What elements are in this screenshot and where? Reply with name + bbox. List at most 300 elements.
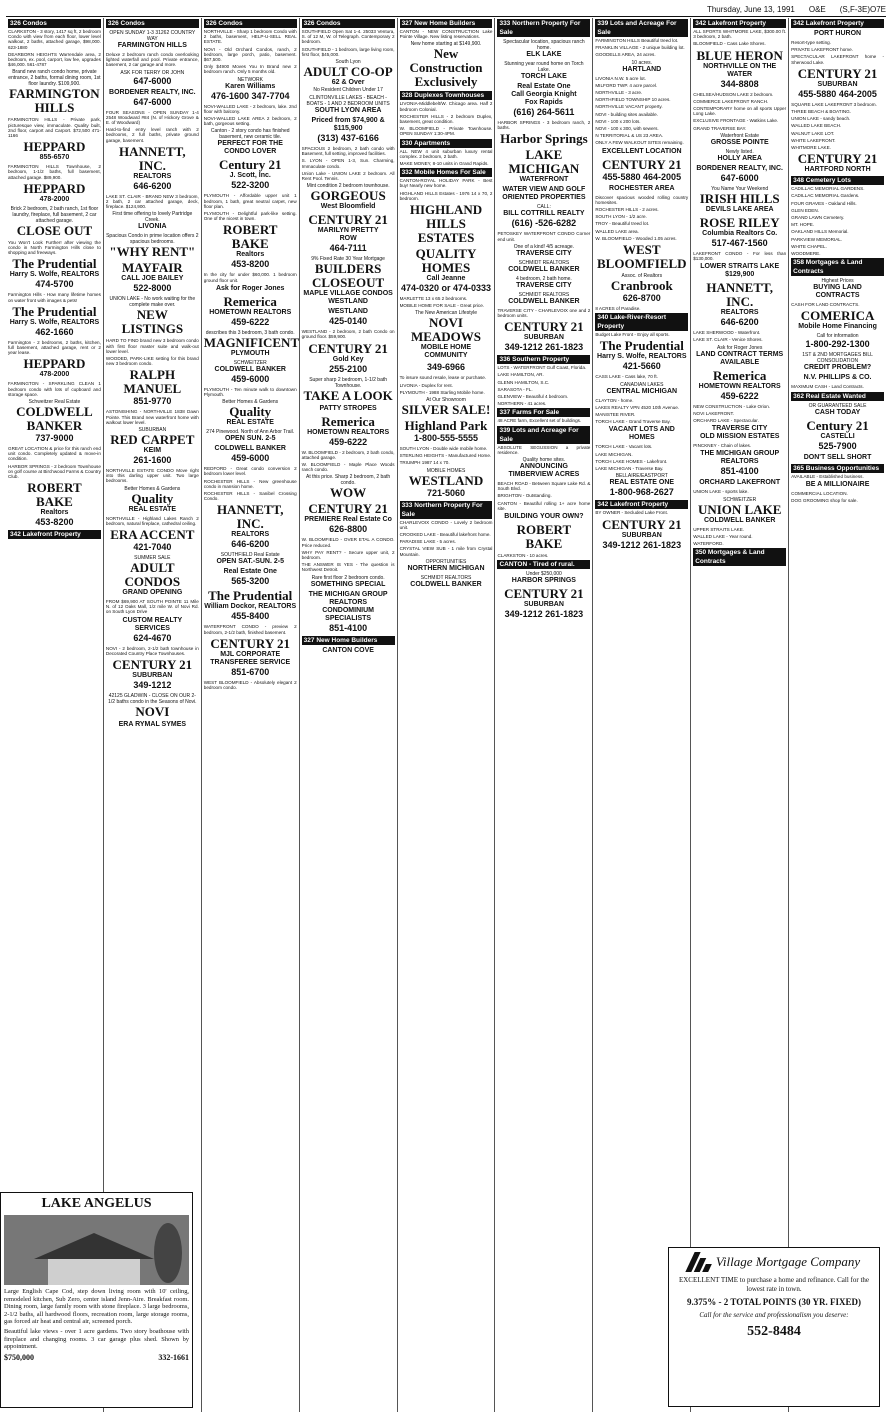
display-ad (791, 403, 884, 417)
display-ad-sm: OPPORTUNITIES (425, 558, 467, 565)
display-ad-ph: 453-8200 (35, 517, 74, 528)
display-ad-mid: MOBILE HOME COMMUNITY (420, 344, 472, 360)
display-ad-big: The Prudential (208, 588, 293, 604)
display-ad-ph: 425-0140 (329, 316, 368, 327)
display-ad-ph: 349-6966 (426, 362, 466, 373)
display-ad (497, 132, 590, 146)
classified-ad: OAKLAND HILLS Memorial. (791, 229, 849, 235)
display-ad-mid: NORTHERN MICHIGAN (407, 564, 485, 572)
classified-ad: ORCHARD LAKE - Spectacular. (693, 418, 759, 424)
display-ad-big: RALPH MANUEL (123, 367, 182, 397)
display-ad (693, 263, 786, 279)
classified-ad: NORTHVILLE ESTATE CONDO Move right into this darling upper unit. Two large bedrooms. (105, 468, 199, 484)
display-ad (8, 206, 101, 238)
display-ad-big: BLUE HERON (696, 47, 783, 63)
classified-ad: NOVI-WALLED LAKE - 2 bedroom, lake. 2nd floor with balcony. (203, 103, 297, 114)
display-ad-mid: PATTY STROPES (319, 404, 377, 412)
display-ad-ph: 349-1212 261-1823 (504, 609, 584, 620)
classified-ad: To insure sound resale, lease or purchase. (399, 375, 487, 381)
display-ad (497, 320, 590, 353)
lake-angelus-price: $750,000 (4, 1352, 34, 1362)
display-ad (204, 295, 297, 328)
display-ad-mid: Mobile Home Financing (798, 323, 877, 331)
classified-ad: WATERFRONT CONDO - preview 2 bedroom, 2-1/2 bath, finished basement. (203, 624, 297, 635)
display-ad (302, 647, 395, 655)
display-ad (595, 243, 688, 271)
display-ad-mid: CUSTOM REALTY SERVICES (122, 616, 183, 632)
display-ad-mid: BORDENER REALTY, INC. (109, 88, 196, 96)
display-ad (497, 148, 590, 184)
classified-ad: BEACH ROAD - Between Square Lake Rd. & South Blvd. (497, 481, 591, 492)
classified-ad: Union Lake - UNION LAKE 2 bedroom. All Rent Pool. Tennis. (301, 170, 395, 182)
display-ad-mid: SOMETHING SPECIAL (310, 580, 386, 588)
display-ad-big: CENTURY 21 (797, 151, 878, 167)
display-ad-mid: 478-2000 (39, 371, 70, 379)
classified-ad: UPPER STRAITS LAKE. (693, 526, 745, 532)
section-header: 326 Condos (302, 19, 395, 28)
display-ad-mid: BE A MILLIONAIRE (805, 480, 870, 488)
display-ad-big: The Prudential (599, 338, 684, 354)
display-ad (400, 575, 493, 589)
display-ad-big: WOW (330, 485, 367, 501)
display-ad-sm: Schweitzer Real Estate (28, 399, 81, 406)
display-ad-mid: KEIM (143, 447, 162, 455)
display-ad (106, 617, 199, 644)
display-ad-mid: MJL CORPORATE TRANSFEREE SERVICE (210, 650, 291, 666)
display-ad-mid: TORCH LAKE (521, 73, 567, 80)
classified-ad: MT. HOPE. (791, 222, 815, 228)
display-ad-sm: CANADIAN LAKES (620, 381, 664, 388)
classified-column (789, 18, 886, 1412)
display-ad-big: BUILDERS CLOSEOUT (311, 261, 385, 291)
display-ad-sm: Spacious Condo in prime location offers 2 spacious bedrooms. (106, 233, 199, 246)
display-ad-ph: 459-6222 (720, 390, 759, 401)
display-ad-sm: NETWORK (237, 76, 263, 83)
display-ad-mid: REALTORS (133, 172, 172, 180)
display-ad-ph: 455-5880 464-2005 (602, 171, 682, 182)
display-ad-ph: 474-0320 or 474-0333 (400, 283, 492, 294)
display-ad (791, 278, 884, 300)
display-ad (497, 39, 590, 59)
display-ad-mid: ERA RYMAL SYMES (118, 721, 187, 729)
display-ad (302, 95, 395, 115)
display-ad (106, 145, 199, 192)
display-ad-mid: WESTLAND (328, 308, 368, 316)
display-ad-sm: You Name Your Weekend (711, 185, 769, 192)
village-logo-icon (688, 1252, 710, 1272)
display-ad-sm: CALL: (536, 204, 551, 211)
display-ad (302, 183, 395, 211)
display-ad-mid: CASH TODAY (814, 408, 861, 416)
classified-ad: BRIGHTON - Outstanding. (497, 493, 552, 499)
display-ad-sm: Rare first floor 2 bedroom condo. (311, 574, 385, 581)
display-ad-sm: SUMMER SALE (134, 555, 171, 562)
display-ad (400, 419, 493, 444)
display-ad (791, 309, 884, 331)
display-ad-mid: 478-2000 (39, 195, 70, 203)
display-ad-ph: 851-4100 (720, 466, 759, 477)
display-ad (400, 310, 493, 360)
section-header: 327 New Home Builders (400, 19, 493, 28)
classified-ad: W. BLOOMFIELD - OVER ETAL A CONDO. Price reduced. (301, 537, 395, 548)
display-ad (693, 149, 786, 163)
display-ad-mid: CALL JOE BAILEY (121, 275, 184, 283)
display-ad (595, 148, 688, 156)
display-ad-sm: 1ST & 2ND MORTGAGES BILL CONSOLIDATION (802, 352, 873, 365)
display-ad-big: CENTURY 21 (308, 501, 388, 517)
display-ad (791, 152, 884, 174)
display-ad-big: ERA ACCENT (110, 527, 195, 543)
display-ad-big: WESTLAND (408, 472, 484, 488)
display-ad (497, 83, 590, 118)
display-ad-big: UNION LAKE (697, 501, 782, 517)
display-ad (106, 261, 199, 294)
display-ad (497, 244, 590, 258)
display-ad-mid: Real Estate One (223, 568, 277, 576)
display-ad-sub: TRAVERSE CITY (711, 425, 768, 433)
display-ad (106, 427, 199, 466)
display-ad (8, 399, 101, 444)
display-ad-mid: Call Georgia Knight (511, 91, 577, 98)
display-ad (497, 523, 590, 551)
display-ad-mid: TRAVERSE CITY (516, 281, 572, 289)
display-ad-mid: SUBURBAN (621, 531, 662, 539)
display-ad-mid: PORT HURON (814, 30, 862, 37)
classified-ad: PINCKNEY - Chain of lakes. (693, 443, 752, 449)
display-ad-ph: 459-6000 (231, 373, 270, 384)
display-ad (8, 357, 101, 379)
section-header: 342 Lakefront Property (8, 530, 101, 539)
classified-ad: ROCHESTER HILLS - New greenhouse condo in mansion home. (203, 478, 297, 489)
display-ad (203, 329, 300, 358)
display-ad-mid: HARTFORD NORTH (804, 166, 871, 174)
display-ad-big: Highland Park (404, 418, 488, 434)
display-ad-big: TAKE A LOOK (303, 387, 393, 403)
display-ad-sm: 9% Fixed Rate 30 Year Mortgage (311, 256, 385, 263)
classified-ad: CADILLAC MEMORIAL Gardens. (791, 193, 860, 199)
classified-ad: SQUARE LAKE LAKEFRONT 3 bedroom. (791, 101, 877, 107)
classified-ad: 8 ACRES of Paradise. (595, 306, 641, 312)
display-ad-mid: ORCHARD LAKEFRONT (699, 479, 781, 487)
display-ad (8, 305, 101, 338)
display-ad-big: ADULT CO-OP (303, 64, 393, 80)
display-ad-ph: 421-5660 (622, 361, 661, 372)
display-ad-big: Century 21 (806, 417, 869, 433)
display-ad-sm: Call for information (816, 333, 859, 340)
section-header: 358 Mortgages & Land Contracts (791, 258, 884, 276)
display-ad-ph: 455-5880 464-2005 (798, 88, 877, 99)
display-ad-mid: COLDWELL BANKER (214, 445, 286, 453)
display-ad-ph: 349-1212 (133, 680, 172, 691)
display-ad-mid: SUBURBAN (132, 672, 173, 680)
classified-ad: LIVONIA-Middlebelt/W. Chicago area. Half 2 bedroom Colonial. (399, 101, 493, 112)
display-ad-mid: CASTELLI (820, 432, 855, 440)
display-ad (204, 445, 297, 464)
classified-ad: PLYMOUTH - Ten minute walk to downtown Plymouth. (203, 386, 297, 398)
display-ad-big: SILVER SALE! (401, 402, 491, 418)
display-ad (302, 213, 395, 254)
display-ad-mid: COLDWELL BANKER (508, 297, 580, 305)
masthead-date: Thursday, June 13, 1991 (706, 5, 795, 14)
classified-ad: UNION LAKE - sandy beach. (791, 116, 851, 122)
display-ad-mid: REAL ESTATE ONE (609, 479, 675, 487)
display-ad-ph: 476-1600 347-7704 (210, 90, 290, 101)
display-ad (791, 352, 884, 372)
display-ad-sm: BELLAIRE/EASTPORT (615, 473, 668, 480)
display-ad (204, 399, 297, 427)
display-ad-ph: 647-6000 (133, 75, 172, 86)
classified-ad: WOODED, PARK-LIKE setting for this brand new 3 bedroom condo. (105, 356, 199, 367)
display-ad-sm: describes this 3 bedroom, 3 bath condo. (205, 329, 295, 336)
display-ad-ph: 522-3200 (231, 180, 270, 191)
classified-ad: HARBOR SPRINGS - 2 bedroom Townhouse on golf course at Birchwood Farms & Country Club. (8, 463, 101, 480)
classified-ad: ROCHESTER HILLS - 2 bedroom Duplex, basement, great condition. (399, 113, 493, 125)
display-ad-sm: MOBILE HOMES (426, 467, 466, 474)
classified-ad: WATERFORD. (693, 541, 724, 547)
display-ad-ph: 459-6222 (231, 316, 270, 327)
display-ad (106, 368, 199, 407)
display-ad-mid: HOMETOWN REALTORS (209, 308, 292, 316)
display-ad (106, 30, 199, 50)
classified-ad: GLEN EDEN. (791, 207, 819, 213)
display-ad (400, 559, 493, 573)
classified-ad: DEARBORN HEIGHTS Warrendale area, 2 bedroom, ex. pool, carport, low fee, upgrades $46,000. 561-4787 (8, 51, 101, 68)
section-header: 342 Lakefront Property (595, 500, 688, 509)
display-ad (400, 397, 493, 417)
display-ad-sm: Newly listed. (725, 148, 754, 155)
display-ad-mid: CENTRAL MICHIGAN (606, 387, 678, 395)
display-ad-ph: 421-7040 (133, 542, 172, 553)
section-header: 332 Mobile Homes For Sale (400, 168, 493, 177)
display-ad (8, 182, 101, 204)
display-ad-big: COMERICA (800, 308, 875, 324)
display-ad-mid: WESTLAND (328, 298, 368, 306)
display-ad-ph: 1-800-555-5555 (413, 433, 479, 444)
display-ad-sm: Brand new ranch condo home, private entrance, 2 baths, formal dining room, 1st floor laundry. $109,900. (8, 69, 101, 88)
display-ad (302, 377, 395, 403)
display-ad-ph: 1-800-968-2627 (609, 487, 674, 498)
display-ad (302, 59, 395, 93)
masthead-code: (S,F-3E)O7E (839, 5, 886, 14)
display-ad-big: CENTURY 21 (308, 340, 388, 356)
classified-ad: WHITE CHAPEL. (791, 243, 827, 249)
classified-column (691, 18, 789, 1412)
display-ad (693, 49, 786, 90)
display-ad-mid: REAL ESTATE (226, 419, 274, 427)
display-ad (302, 256, 395, 306)
display-ad-ph: 455-8400 (231, 611, 270, 622)
lake-angelus-title: LAKE ANGELUS (41, 1196, 152, 1211)
village-tagline: EXCELLENT TIME to purchase a home and refinance. Call for the lowest rate in town. (678, 1276, 870, 1293)
display-ad (400, 362, 493, 373)
display-ad-big: Exclusively (414, 74, 478, 90)
classified-ad: FOUR GRAVES - Oakland Hills. (791, 200, 857, 206)
display-ad-mid: DON'T SELL SHORT (803, 453, 872, 461)
display-ad (302, 591, 395, 634)
display-ad-big: HANNETT, INC. (119, 143, 186, 173)
display-ad-sm: OPEN SUNDAY 1-3 31262 COUNTRY WAY (109, 30, 196, 42)
display-ad-sm: Canton - 2 story condo has finished basement, new ceramic tile. (210, 128, 290, 141)
display-ad-sub: MAPLE VILLAGE CONDOS (303, 290, 393, 298)
display-ad-mid: HOMETOWN REALTORS (698, 382, 781, 390)
display-ad-mid: SUBURBAN (817, 80, 858, 88)
classified-ad: FARMINGTON - SPARKLING CLEAN 1 bedroom condo with lots of cupboard and storage space. (8, 381, 101, 397)
display-ad-big: GORGEOUS (310, 188, 386, 204)
display-ad-sub: LOWER STRAITS LAKE (700, 263, 780, 271)
display-ad-mid: Gold Key (332, 355, 364, 363)
display-ad-big: CENTURY 21 (308, 212, 388, 228)
display-ad-mid: SOUTH LYON AREA (314, 107, 382, 115)
display-ad-big: HANNETT, INC. (216, 502, 284, 532)
classified-ad: SPECTACULAR LAKEFRONT home - Sherwood Lake. (791, 54, 885, 65)
display-ad (595, 60, 688, 74)
display-ad-sm: The New American Lifestyle (415, 310, 477, 317)
display-ad-sm: OR GUARANTEED SALE (808, 402, 867, 409)
classified-ad: NOVI - 100 x 300, with sewers. (595, 126, 659, 132)
display-ad (497, 204, 590, 229)
village-service: Call for the service and professionalism you deserve: (699, 1311, 849, 1319)
display-ad-mid: REALTORS (231, 531, 270, 539)
display-ad (497, 260, 590, 274)
display-ad (400, 203, 493, 245)
classified-ad: WHITE LAKEFRONT. (791, 137, 836, 143)
classified-ad: FARMINGTON HILLS Townhouse, 2 bedroom, 1-1/2 baths, full basement, attached garage. $89,900. (8, 164, 101, 180)
classified-ad: NOVI-WALLED LAKE AREA 2 bedroom, 2 bath, gorgeous setting. (203, 116, 297, 127)
classified-ad: Resort-type setting. (791, 40, 831, 45)
display-ad-ph: 646-6200 (231, 539, 270, 550)
classified-ad: NORTHVILLE - Highland Lakes Ranch 2 bedroom, natural fireplace, cathedral ceiling. (105, 515, 199, 526)
display-ad-mid: OPEN SAT.-SUN. 2-5 (216, 558, 284, 566)
section-header: 327 New Home Builders (302, 636, 395, 645)
display-ad-big: NOVI (135, 704, 170, 720)
classified-ad: MARLETTE 13 x 65 2 bedrooms. (399, 296, 468, 302)
display-ad-mid: OLD MISSION ESTATES (699, 433, 780, 441)
display-ad-big: The Prudential (12, 256, 97, 272)
display-ad-mid: TRAVERSE CITY (516, 249, 572, 257)
display-ad-sm: Under $250,000 (525, 571, 562, 578)
village-rate: 9.375% - 2 TOTAL POINTS (30 YR. FIXED) (687, 1297, 861, 1307)
display-ad-mid: OPEN SUN. 2-5 (224, 435, 276, 443)
display-ad-big: MAYFAIR (122, 260, 183, 276)
display-ad-mid: WATERFRONT (519, 176, 569, 184)
classified-ad: HARBOR SPRINGS - 3 bedroom ranch, 2 baths. (497, 120, 591, 131)
classified-ad: LOTS - WATERFRONT Gulf Coast, Florida. (497, 365, 587, 371)
display-ad-sm: One of a kind! 4/5 acreage. (513, 243, 575, 250)
display-ad (693, 186, 786, 214)
display-ad-sm: SCHMIDT REALTORS (518, 259, 570, 266)
display-ad-big: IRISH HILLS (699, 190, 780, 206)
display-ad-ph: (616) 264-5611 (513, 107, 575, 117)
classified-ad: NOVI - 2 bedroom, 2-1/2 bath townhouse in Decorated Country Place Townhouses. (105, 645, 199, 656)
display-ad (693, 425, 786, 441)
display-ad-big: ROBERT BAKE (516, 522, 572, 552)
section-header: 362 Real Estate Wanted (791, 392, 884, 401)
classified-ad: 48 ACRE farm, Excellent set of buildings. (497, 418, 582, 424)
display-ad-ph: 565-3200 (231, 576, 270, 587)
display-ad-mid: SUBURBAN (523, 334, 564, 342)
display-ad (791, 419, 884, 452)
display-ad-ph: 626-8700 (622, 293, 661, 304)
display-ad-big: CENTURY 21 (601, 516, 682, 532)
classified-ad: FOUR SEASONS - OPEN SUNDAY 1-4 2548 Woodward #84 (N. of Hickory Grove & E. of Woodward) (105, 109, 199, 126)
classified-ad: NOVI - 100 x 200 lots. (595, 118, 641, 124)
display-ad-big: Quality (131, 490, 174, 506)
section-header: 342 Lakefront Property (791, 19, 884, 28)
display-ad (497, 513, 590, 521)
classified-ad: WALLED LAKE - Year round. (693, 533, 753, 539)
display-ad-mid: Call Jeanne (426, 275, 466, 283)
display-ad-sm: Better Homes & Gardens (124, 485, 181, 492)
display-ad-ph: 624-4670 (133, 632, 172, 643)
display-ad-ph: 459-6222 (329, 436, 368, 447)
display-ad-big: WEST BLOOMFIELD (597, 242, 687, 272)
classified-ad: ALL NEW 4 unit suburban luxury rental complex. 2 bedroom, 2 bath. (399, 148, 493, 159)
classified-ad: NORTHVILLE - Sharp 1 bedroom Condo with 2 baths, basement, HELP-U-SELL REAL ESTATE. (203, 29, 297, 45)
display-ad-sm: Quality home sites. (522, 457, 566, 464)
display-ad-big: ADULT CONDOS (124, 560, 181, 590)
display-ad (693, 216, 786, 249)
display-ad-ph: 851-9770 (133, 396, 172, 407)
classified-ad: TROY - Beautiful treed lot. (595, 221, 650, 227)
display-ad (400, 41, 493, 89)
classified-ad: In the city for under $60,000. 1 bedroom ground floor unit. (203, 272, 297, 283)
display-ad-mid: EXCELLENT LOCATION (601, 147, 682, 155)
classified-ad: TORCH LAKE - Grand Traverse Bay. (595, 419, 671, 425)
display-ad (204, 568, 297, 587)
classified-ad: GRAND LAWN Cemetery. (791, 215, 845, 221)
display-ad-ph: 349-1212 261-1823 (602, 539, 682, 550)
display-ad (302, 308, 395, 327)
classified-ad: CONTEMPORARY home on all sports Upper Long Lake. (693, 106, 787, 117)
classified-ad: Hard-to-find entry level ranch with 2 bedrooms, 2 full baths, private ground garage, basement. (105, 127, 199, 143)
display-ad-mid: Harry S. Wolfe, REALTORS (9, 318, 100, 326)
display-ad (204, 360, 297, 385)
classified-ad: GLENN HAMILTON, S.C. (497, 379, 550, 385)
display-ad (8, 69, 101, 115)
display-ad-mid: Harry S. Wolfe, REALTORS (597, 353, 687, 361)
display-ad (204, 429, 297, 443)
display-ad-mid: Realtors (236, 251, 265, 259)
display-ad-ph: 525-7900 (818, 440, 857, 451)
display-ad (302, 474, 395, 500)
display-ad-big: HEPPARD (23, 139, 86, 155)
display-ad-big: CENTURY 21 (797, 65, 878, 81)
display-ad-ph: 474-5700 (35, 279, 74, 290)
display-ad (595, 185, 688, 193)
display-ad-big: HEPPARD (23, 180, 86, 196)
display-ad (595, 158, 688, 183)
display-ad-mid: Columbia Realtors Co. (702, 229, 778, 237)
classified-ad: CHELSEA/HUDSON LAKE 2 bedroom. (693, 91, 774, 97)
section-header: 328 Duplexes Townhouses (400, 91, 493, 100)
classified-ad: LAKE SHERWOOD - Waterfront. (693, 330, 761, 336)
display-ad (497, 186, 590, 202)
classified-ad: SOUTH LYON - Double wide mobile home. (399, 446, 488, 452)
classified-ad: WALLED LAKE BEACH. (791, 123, 842, 129)
display-ad-mid: CREDIT PROBLEM? (803, 364, 872, 372)
classified-ad: MAKE MONEY, 8-10 units in Grand Rapids. (399, 161, 489, 167)
display-ad-big: MEADOWS (410, 329, 482, 345)
classified-ad: CRYSTAL VIEW SUB - 1 mile from Crystal Mountain. (399, 546, 493, 557)
classified-ad: BLOOMFIELD - Cass Lake Shores. (693, 41, 766, 47)
display-ad-ph: 851-6700 (231, 666, 270, 677)
display-ad-mid: DEVILS LAKE AREA (705, 205, 774, 213)
classified-ad: TRAVERSE CITY - CHARLEVOIX one and 2 bedroom units. (497, 307, 591, 319)
display-ad-sub: Real Estate One (517, 83, 571, 90)
display-ad-mid: SUBURBAN (523, 601, 564, 609)
display-ad-sm: Super sharp 2 bedroom, 1-1/2 bath Townhouse. (309, 376, 388, 389)
section-header: 365 Business Opportunities (791, 464, 884, 473)
